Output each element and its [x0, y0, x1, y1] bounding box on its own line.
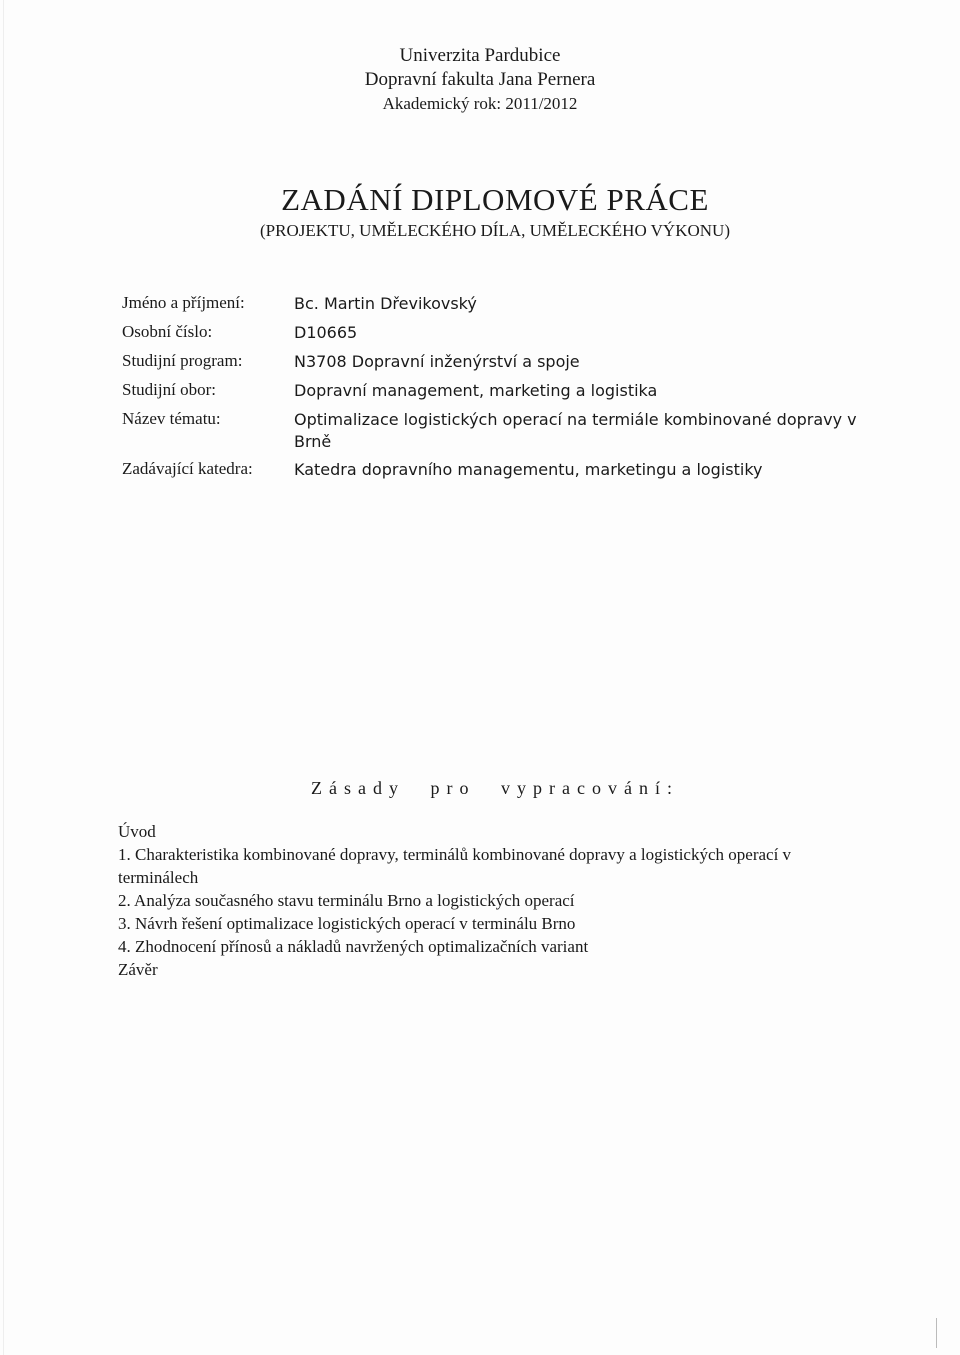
field-label: Zadávající katedra: — [122, 459, 253, 478]
document-header — [0, 44, 960, 116]
document-subtitle: (PROJEKTU, UMĚLECKÉHO DÍLA, UMĚLECKÉHO VÝKONU) — [260, 221, 730, 240]
field-row-topic — [122, 406, 882, 453]
academic-year: Akademický rok: 2011/2012 — [382, 94, 578, 113]
faculty-name: Dopravní fakulta Jana Pernera — [364, 69, 596, 90]
scan-edge-mark — [936, 1318, 937, 1348]
scan-left-edge — [3, 0, 4, 1355]
field-row-name — [122, 290, 882, 316]
field-row-department — [122, 456, 882, 482]
university-name: Univerzita Pardubice — [399, 45, 561, 66]
field-label: Osobní číslo: — [122, 322, 213, 341]
field-label: Studijní program: — [122, 351, 243, 370]
field-row-study-program — [122, 348, 882, 374]
outline-item: 3. Návrh řešení optimalizace logistických operací v terminálu Brno — [118, 914, 576, 933]
outline-item: 1. Charakteristika kombinované dopravy, terminálů kombinované dopravy a logistických operací v terminálech — [118, 845, 792, 887]
outline-item: Závěr — [118, 960, 158, 979]
field-value-department: Katedra dopravního managementu, marketingu a logistiky — [294, 460, 763, 479]
field-row-study-field — [122, 377, 882, 403]
field-value-study-field: Dopravní management, marketing a logistika — [294, 381, 658, 400]
outline-item: 2. Analýza současného stavu terminálu Brno a logistických operací — [118, 891, 575, 910]
field-row-personal-number — [122, 319, 882, 345]
thesis-details — [122, 290, 882, 485]
field-value-study-program: N3708 Dopravní inženýrství a spoje — [294, 352, 580, 371]
field-value-topic: Optimalizace logistických operací na termiále kombinované dopravy v Brně — [294, 410, 857, 451]
outline-item: Úvod — [118, 822, 156, 841]
document-title: ZADÁNÍ DIPLOMOVÉ PRÁCE — [281, 182, 709, 217]
field-label: Studijní obor: — [122, 380, 216, 399]
field-label: Název tématu: — [122, 409, 221, 428]
field-value-name: Bc. Martin Dřevikovský — [294, 294, 477, 313]
principles-heading: Zásady pro vypracování: — [311, 778, 679, 798]
outline-item: 4. Zhodnocení přínosů a nákladů navržených optimalizačních variant — [118, 937, 589, 956]
field-value-personal-number: D10665 — [294, 323, 358, 342]
thesis-outline — [118, 820, 838, 981]
field-label: Jméno a příjmení: — [122, 293, 245, 312]
